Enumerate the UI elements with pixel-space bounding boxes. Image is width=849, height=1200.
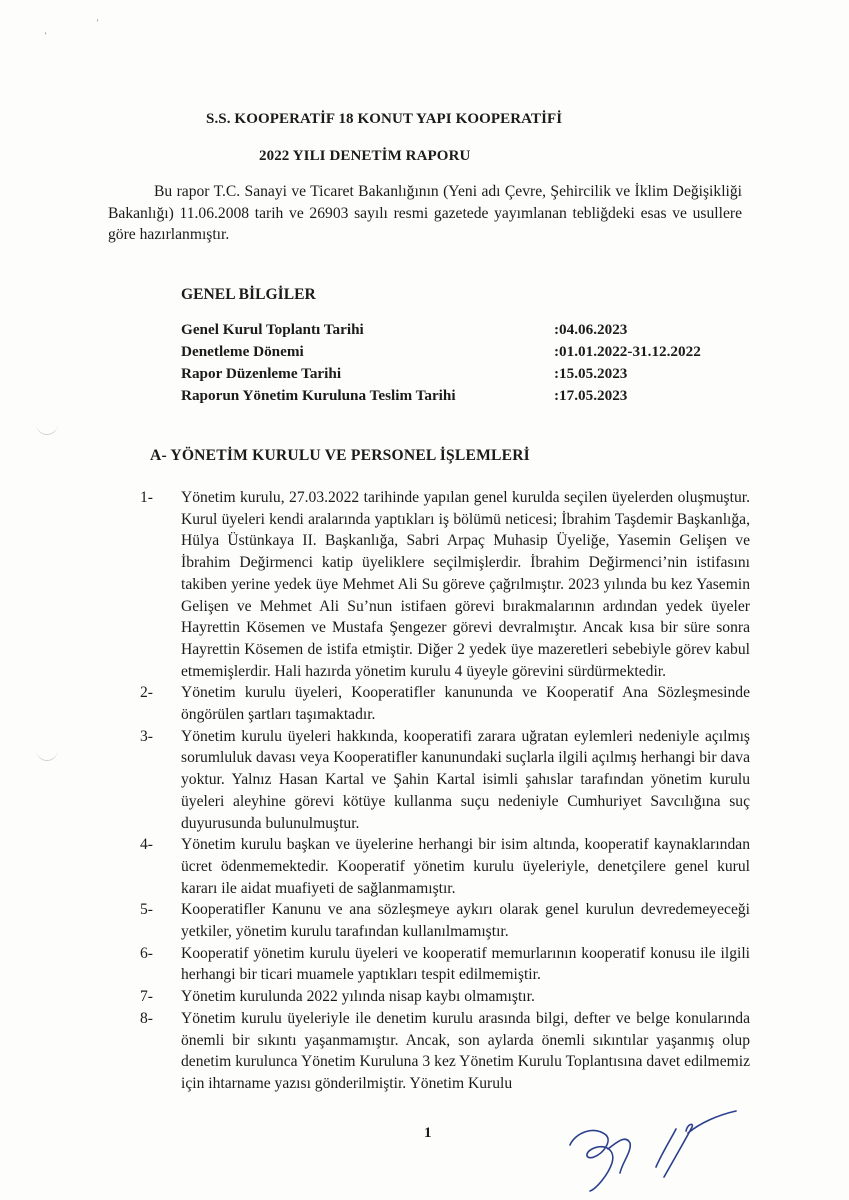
info-label: Raporun Yönetim Kuruluna Teslim Tarihi (181, 387, 456, 404)
section-a-heading-text: A- YÖNETİM KURULU VE PERSONEL İŞLEMLERİ (150, 447, 530, 464)
info-value: :15.05.2023 (554, 365, 628, 382)
list-item (140, 682, 750, 725)
list-item-number: 7- (140, 988, 153, 1006)
list-item-number: 4- (140, 836, 153, 854)
scan-speck: ' (97, 18, 99, 27)
info-row (181, 319, 761, 341)
list-item-text: Yönetim kurulu üyeleri hakkında, kooperatifi zarara uğratan eylemleri nedeniyle açılmış sorumluluk davası veya Kooperatifler kanunundaki suçlarla ilgili açılmış herhangi bir dava yoktur. Yalnız Hasan Kartal ve Şahin Kartal isimli şahıslar tarafından yönetim kurulu üyeleri aleyhine görevi kötüye kullanma suçu nedeniyle Cumhuriyet Savcılığına suç duyurusunda bulunulmuştur. (181, 727, 750, 832)
list-item-text: Yönetim kurulu üyeleri, Kooperatifler kanununda ve Kooperatif Ana Sözleşmesinde öngörülen şartları taşımaktadır. (181, 684, 750, 724)
list-item-number: 8- (140, 1009, 153, 1027)
list-item (140, 726, 750, 835)
page-number: 1 (424, 1125, 432, 1141)
scan-speck: ' (45, 31, 47, 40)
info-row (181, 341, 761, 363)
list-item-number: 3- (140, 727, 153, 745)
info-value: :17.05.2023 (554, 387, 628, 404)
list-item (140, 986, 750, 1008)
info-value: :04.06.2023 (554, 321, 628, 338)
info-label: Rapor Düzenleme Tarihi (181, 365, 342, 382)
document-title: S.S. KOOPERATİF 18 KONUT YAPI KOOPERATİFİ (206, 111, 563, 127)
list-item (140, 487, 750, 682)
list-item-text: Yönetim kurulu başkan ve üyelerine herhangi bir isim altında, kooperatif kaynaklarından ücret ödenmemektedir. Kooperatif yönetim kurulu üyeleriyle, denetçilere genel kurul kararı ile aidat muafiyeti de sağlanmamıştır. (181, 836, 750, 897)
list-item-text: Yönetim kurulunda 2022 yılında nisap kaybı olmamıştır. (181, 988, 535, 1006)
document-subtitle: 2022 YILI DENETİM RAPORU (259, 148, 471, 164)
punch-hole-mark (36, 412, 58, 435)
list-item-text: Yönetim kurulu üyeleriyle ile denetim kurulu arasında bilgi, defter ve belge konularında önemli bir sıkıntı yaşanmamıştır. Ancak, son aylarda önemli sıkıntılar yaşanmış olup denetim kurulunca Yönetim Kuruluna 3 kez Yönetim Kurulu Toplantısına davet edilmemiz için ihtarname yazısı gönderilmiştir. Yönetim Kurulu (181, 1009, 750, 1092)
info-row (181, 363, 761, 385)
info-row (181, 385, 761, 407)
list-item (140, 899, 750, 942)
info-label: Denetleme Dönemi (181, 343, 304, 360)
list-item-text: Kooperatif yönetim kurulu üyeleri ve kooperatif memurlarının kooperatif konusu ile ilgili herhangi bir ticari muamele yaptıkları tespit edilmemiştir. (181, 944, 750, 984)
section-a-heading (150, 447, 530, 465)
list-item-number: 2- (140, 684, 153, 702)
info-label: Genel Kurul Toplantı Tarihi (181, 321, 364, 338)
list-item (140, 1008, 750, 1095)
handwritten-signature (560, 1105, 740, 1195)
list-item-number: 6- (140, 944, 153, 962)
list-item (140, 943, 750, 986)
section-a-list (140, 487, 750, 1095)
list-item-text: Yönetim kurulu, 27.03.2022 tarihinde yapılan genel kurulda seçilen üyelerden oluşmuştur. Kurul üyeleri kendi aralarında yaptıkları iş bölümü neticesi; İbrahim Taşdemir Başkanlığa, Hülya Üstünkaya II. Başkanlığa, Sabri Arpaç Muhasip Üyeliğe, Yasemin Gelişen ve İbrahim Değirmenci katip üyeliklere seçilmişlerdir. İbrahim Değirmenci’nin istifasını takiben yerine yedek üye Mehmet Ali Su göreve çağrılmıştır. 2023 yılında bu kez Yasemin Gelişen ve Mehmet Ali Su’nun istifaen görevi bırakmalarının ardından yedek üyeler Hayrettin Kösemen ve Mustafa Şengezer görevi devralmıştır. Ancak kısa bir süre sonra Hayrettin Kösemen de istifa etmiştir. Diğer 2 yedek üye mazeretleri sebebiyle görev kabul etmemişlerdir. Hali hazırda yönetim kurulu 4 üyeyle görevini sürdürmektedir. (181, 489, 750, 680)
list-item-number: 1- (140, 489, 153, 506)
intro-paragraph: Bu rapor T.C. Sanayi ve Ticaret Bakanlığının (Yeni adı Çevre, Şehircilik ve İklim Değişikliği Bakanlığı) 11.06.2008 tarih ve 26903 sayılı resmi gazetede yayımlanan tebliğdeki esas ve usullere göre hazırlanmıştır. (108, 183, 742, 243)
punch-hole-mark (36, 738, 58, 761)
general-info-heading: GENEL BİLGİLER (181, 286, 316, 303)
list-item (140, 834, 750, 899)
info-value: :01.01.2022-31.12.2022 (554, 343, 701, 360)
general-info-table (181, 319, 761, 407)
list-item-number: 5- (140, 901, 153, 919)
list-item-text: Kooperatifler Kanunu ve ana sözleşmeye aykırı olarak genel kurulun devredemeyeceği yetkiler, yönetim kurulu tarafından kullanılmamıştır. (181, 901, 750, 941)
